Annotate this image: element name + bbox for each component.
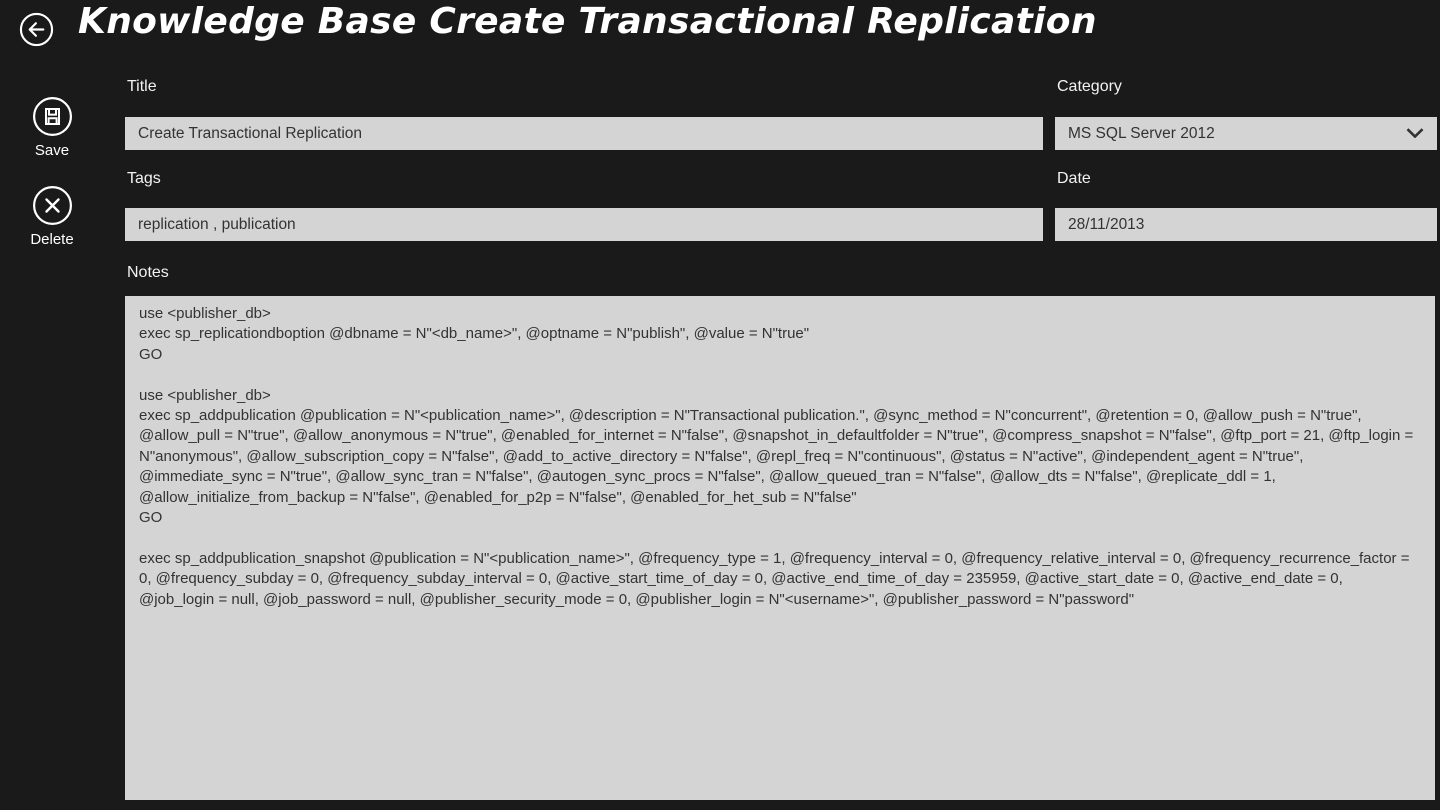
notes-textarea[interactable] — [125, 296, 1435, 800]
back-button[interactable] — [19, 12, 54, 47]
title-input[interactable] — [125, 117, 1043, 150]
save-button-label: Save — [34, 142, 70, 159]
category-select[interactable] — [1055, 117, 1437, 150]
page-title: Knowledge Base Create Transactional Replication — [78, 1, 1097, 42]
category-select-value: MS SQL Server 2012 — [1068, 124, 1215, 142]
notes-label: Notes — [127, 264, 169, 281]
title-label: Title — [127, 78, 157, 95]
date-label: Date — [1057, 170, 1091, 187]
delete-button[interactable] — [6, 185, 98, 248]
back-arrow-icon — [19, 34, 54, 51]
save-button[interactable] — [6, 96, 98, 159]
tags-input[interactable] — [125, 208, 1043, 241]
chevron-down-icon — [1406, 125, 1424, 143]
delete-button-label: Delete — [30, 231, 74, 248]
x-cross-icon — [32, 185, 73, 226]
floppy-disk-icon — [32, 96, 73, 137]
date-input[interactable] — [1055, 208, 1437, 241]
tags-label: Tags — [127, 170, 161, 187]
category-label: Category — [1057, 78, 1122, 95]
